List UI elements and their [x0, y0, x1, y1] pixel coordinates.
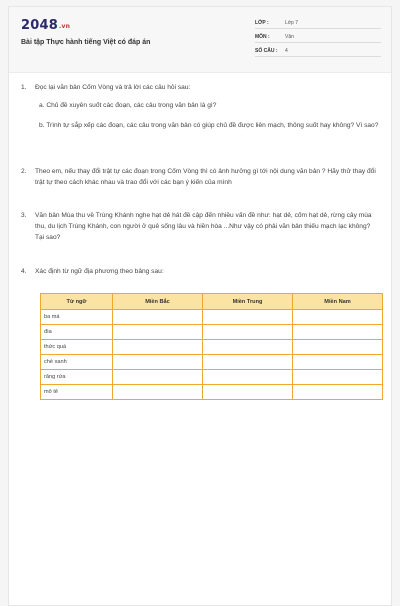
question-4-text: Xác định từ ngữ địa phương theo bảng sau:	[35, 268, 164, 275]
worksheet-page	[8, 6, 392, 606]
question-1-text: Đọc lại văn bản Cốm Vòng và trả lời các câu hỏi sau:	[35, 84, 191, 91]
table-cell-word: chè xanh	[41, 355, 113, 370]
table-cell-central[interactable]	[203, 325, 293, 340]
question-1b: b. Trình tự sắp xếp các đoạn, các câu trong văn bản có giúp chủ đề được liên mạch, thông suốt hay không? Vì sao?	[39, 122, 379, 129]
question-4-number: 4.	[21, 268, 27, 275]
table-cell-south[interactable]	[293, 310, 383, 325]
dialect-table-header-row	[41, 294, 383, 310]
table-cell-central[interactable]	[203, 355, 293, 370]
meta-count-row	[255, 45, 381, 57]
table-cell-north[interactable]	[113, 340, 203, 355]
table-cell-word: ba má	[41, 310, 113, 325]
table-cell-south[interactable]	[293, 340, 383, 355]
question-1a: a. Chủ đề xuyên suốt các đoạn, các câu trong văn bản là gì?	[39, 102, 217, 109]
table-cell-word: thức quà	[41, 340, 113, 355]
table-row	[41, 385, 383, 400]
table-cell-north[interactable]	[113, 355, 203, 370]
table-cell-central[interactable]	[203, 385, 293, 400]
table-row	[41, 355, 383, 370]
meta-subject-row	[255, 31, 381, 43]
table-row	[41, 325, 383, 340]
table-cell-south[interactable]	[293, 370, 383, 385]
site-logo[interactable]	[21, 18, 70, 33]
dialect-table	[40, 293, 383, 400]
meta-class-label: LỚP :	[255, 20, 269, 26]
logo-suffix: .vn	[58, 23, 71, 30]
table-cell-word: răng rứa	[41, 370, 113, 385]
table-cell-north[interactable]	[113, 385, 203, 400]
table-row	[41, 340, 383, 355]
table-cell-north[interactable]	[113, 370, 203, 385]
question-2-number: 2.	[21, 168, 27, 175]
meta-class-value: Lớp 7	[285, 20, 299, 26]
header-south: Miền Nam	[293, 294, 383, 310]
table-cell-word: mô tê	[41, 385, 113, 400]
table-cell-word: đìa	[41, 325, 113, 340]
table-row	[41, 310, 383, 325]
meta-subject-label: MÔN :	[255, 34, 270, 40]
question-3-text: Văn bản Mùa thu về Trùng Khánh nghe hạt dẻ hát đề cập đến nhiều vấn đề như: hạt dẻ, cốm hạt dẻ, rừng cây mùa thu, du lịch Trùng Khánh, con người ở quê sống lâu và hiền hòa ...Như vậy có phải văn bản thiếu mạch lạc không? Tại sao?	[35, 212, 372, 241]
header-central: Miền Trung	[203, 294, 293, 310]
logo-number: 2048	[21, 18, 58, 33]
document-title: Bài tập Thực hành tiếng Việt có đáp án	[21, 39, 151, 46]
meta-count-label: SỐ CÂU :	[255, 48, 278, 54]
table-cell-south[interactable]	[293, 355, 383, 370]
meta-subject-value: Văn	[285, 34, 294, 40]
table-row	[41, 370, 383, 385]
table-cell-south[interactable]	[293, 325, 383, 340]
table-cell-central[interactable]	[203, 310, 293, 325]
table-cell-north[interactable]	[113, 325, 203, 340]
question-3-number: 3.	[21, 212, 27, 219]
meta-class-row	[255, 17, 381, 29]
table-cell-south[interactable]	[293, 385, 383, 400]
table-cell-central[interactable]	[203, 370, 293, 385]
table-cell-central[interactable]	[203, 340, 293, 355]
meta-count-value: 4	[285, 48, 288, 54]
header-north: Miền Bắc	[113, 294, 203, 310]
worksheet-header	[9, 7, 391, 73]
question-2-text: Theo em, nếu thay đổi trật tự các đoạn trong Cốm Vòng thì có ảnh hưởng gì tới nội dung văn bản ? Hãy thử thay đổi trật tự theo cách khác nhau và trao đổi với các bạn ý kiến của mình	[35, 168, 376, 186]
table-cell-north[interactable]	[113, 310, 203, 325]
question-1-number: 1.	[21, 84, 27, 91]
header-word: Từ ngữ	[41, 294, 113, 310]
